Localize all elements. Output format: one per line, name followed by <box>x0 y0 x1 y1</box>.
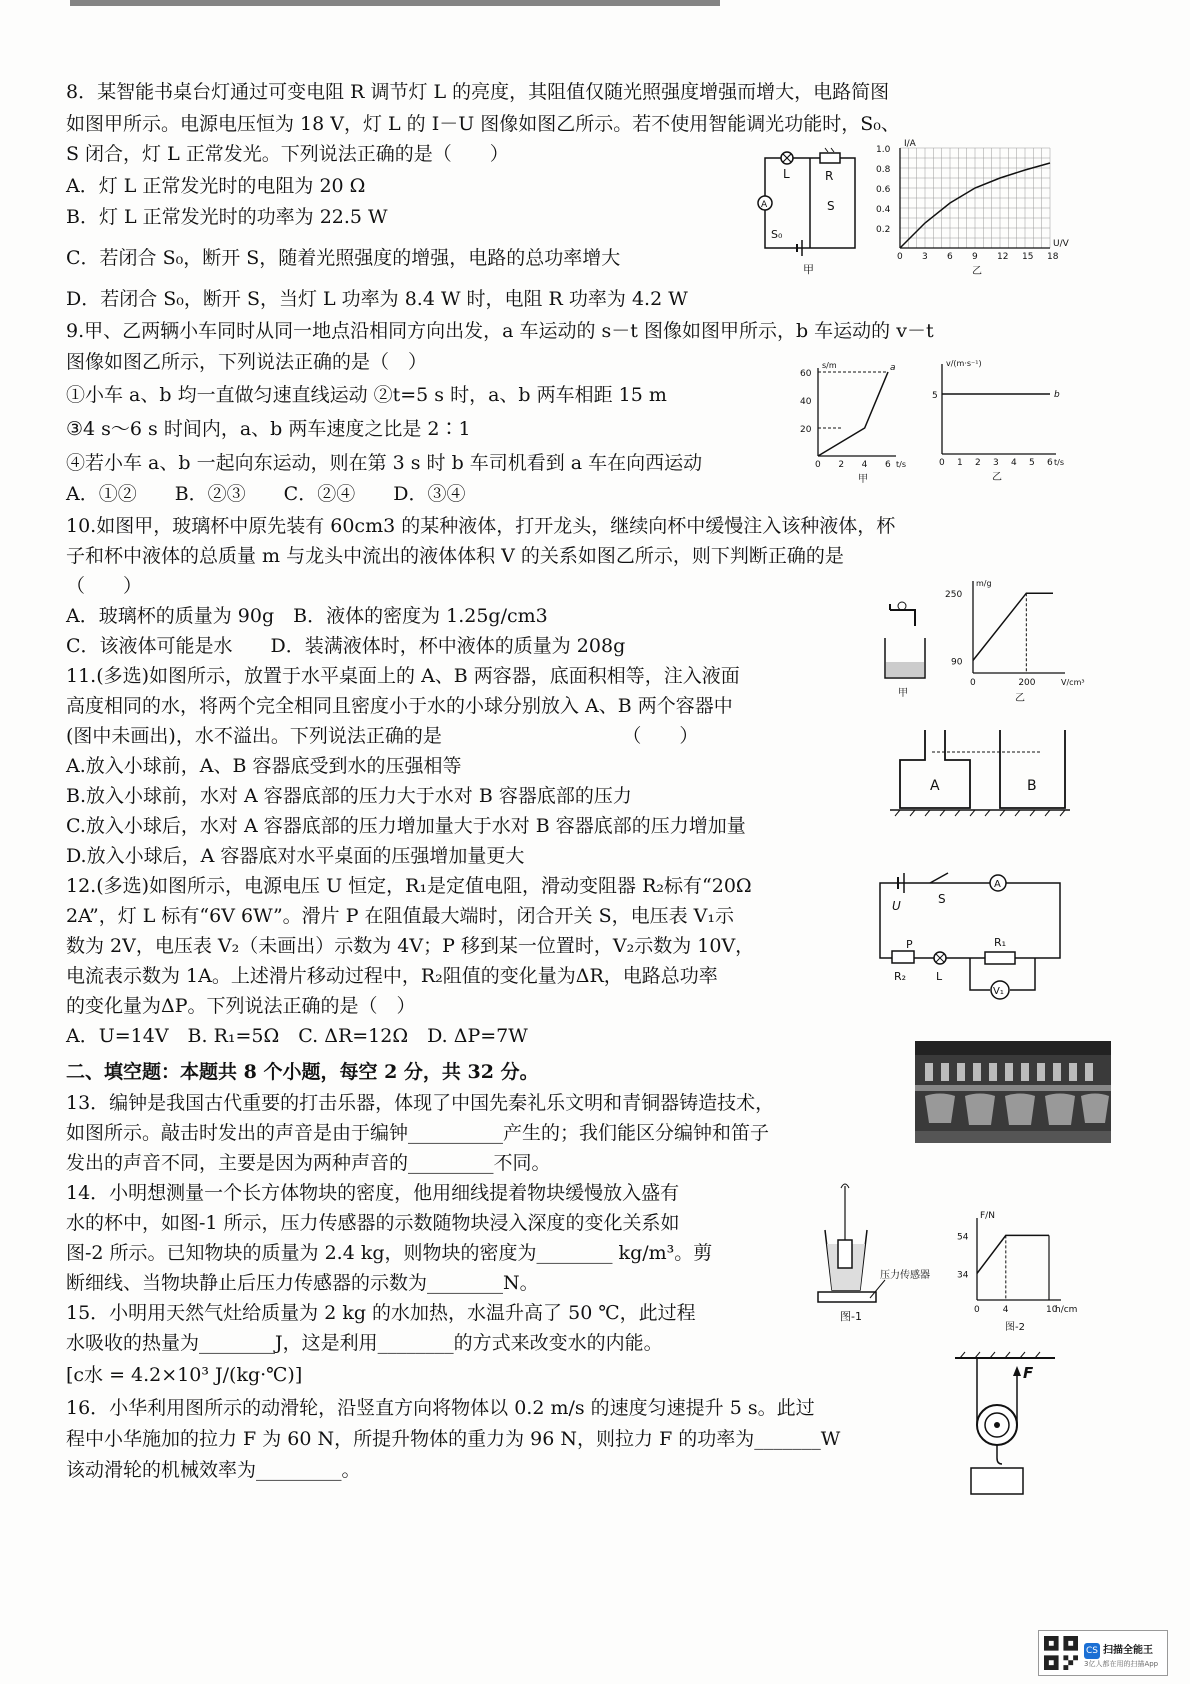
q14-xtick: 10 <box>1046 1305 1058 1315</box>
q12-v1-label: V₁ <box>993 986 1004 997</box>
q11-label-b: B <box>1027 778 1037 794</box>
q12-circuit <box>870 868 1070 1007</box>
q14-ylabel: F/N <box>980 1211 995 1221</box>
q9a-ytick: 60 <box>800 369 812 379</box>
q8-iu-graph <box>870 138 1070 282</box>
q8-ylabel: I/A <box>904 139 916 149</box>
qr-code-icon <box>1044 1636 1078 1670</box>
text-line: 如图所示。敲击时发出的声音是由于编钟__________产生的；我们能区分编钟和笛子 <box>66 1122 770 1144</box>
text-line: (图中未画出)，水不溢出。下列说法正确的是 （ ） <box>66 725 699 747</box>
q8-xtick: 12 <box>997 252 1009 262</box>
q10-tap-caption: 甲 <box>898 688 908 699</box>
text-line: 10.如图甲，玻璃杯中原先装有 60cm3 的某种液体，打开龙头，继续向杯中缓慢注入该种液体，杯 <box>66 515 896 537</box>
q8-xtick: 18 <box>1047 252 1059 262</box>
text-line: 发出的声音不同，主要是因为两种声音的_________不同。 <box>66 1152 551 1174</box>
text-line: C．该液体可能是水 D．装满液体时，杯中液体的质量为 208g <box>66 635 626 657</box>
text-line: 16．小华利用图所示的动滑轮，沿竖直方向将物体以 0.2 m/s 的速度匀速提升 5 s。此过 <box>66 1397 815 1419</box>
q10-line <box>973 593 1053 660</box>
q9a-ytick: 40 <box>800 397 812 407</box>
q9-vt-graph <box>930 356 1070 490</box>
text-line: A．U=14V B. R₁=5Ω C. ΔR=12Ω D. ΔP=7W <box>66 1025 528 1047</box>
q9a-xtick: 6 <box>885 460 891 470</box>
q12-r2-label: R₂ <box>894 970 907 983</box>
q16-pulley <box>955 1350 1065 1504</box>
q9b-xlabel: t/s <box>1054 458 1064 467</box>
q8-switch-label: S <box>827 199 835 213</box>
text-line: 数为 2V，电压表 V₂（未画出）示数为 4V；P 移到某一位置时，V₂示数为 10V， <box>66 935 755 957</box>
text-line: 11.(多选)如图所示，放置于水平桌面上的 A、B 两容器，底面积相等，注入液面 <box>66 665 740 687</box>
q8-xtick: 3 <box>922 252 928 262</box>
text-line: 高度相同的水，将两个完全相同且密度小于水的小球分别放入 A、B 两个容器中 <box>66 695 733 717</box>
q10-xtick: 0 <box>970 678 976 688</box>
q9a-xtick: 2 <box>838 460 845 470</box>
q14-fig2-graph <box>955 1210 1085 1339</box>
q14-ytick: 54 <box>957 1232 969 1243</box>
q9a-xtick: 0 <box>815 460 821 470</box>
text-line: 14．小明想测量一个长方体物块的密度，他用细线提着物块缓慢放入盛有 <box>66 1182 680 1204</box>
brand-name: 扫描全能王 <box>1103 1644 1153 1656</box>
q10-caption: 乙 <box>1015 693 1025 704</box>
q12-r1-label: R₁ <box>994 936 1007 949</box>
q12-u-label: U <box>892 899 901 913</box>
text-line: D．若闭合 S₀，断开 S，当灯 L 功率为 8.4 W 时，电阻 R 功率为 4.2 W <box>66 288 688 310</box>
text-line: 子和杯中液体的总质量 m 与龙头中流出的液体体积 V 的关系如图乙所示，则下判断正确的是 <box>66 545 844 567</box>
q8-xtick: 0 <box>897 252 903 262</box>
q11-containers <box>890 720 1070 824</box>
text-line: B.放入小球前，水对 A 容器底部的压力大于水对 B 容器底部的压力 <box>66 785 632 807</box>
q14-xlabel: h/cm <box>1055 1305 1078 1315</box>
q9b-xtick: 6 <box>1047 458 1053 468</box>
q12-s-label: S <box>938 892 946 906</box>
text-line: 程中小华施加的拉力 F 为 60 N，所提升物体的重力为 96 N，则拉力 F 的功率为_______W <box>66 1428 841 1450</box>
q9a-caption: 甲 <box>858 474 868 485</box>
q14-ytick: 34 <box>957 1270 969 1281</box>
text-line: A.放入小球前，A、B 容器底受到水的压强相等 <box>66 755 462 777</box>
q10-ytick: 90 <box>951 657 963 668</box>
q9b-xtick: 5 <box>1029 458 1035 468</box>
bianzhong-photo <box>915 1041 1111 1143</box>
text-line: 水的杯中，如图-1 所示，压力传感器的示数随物块浸入深度的变化关系如 <box>66 1212 680 1234</box>
q8-circuit-figure <box>755 148 865 282</box>
q8-ammeter-label: A <box>761 200 768 210</box>
q10-xtick: 200 <box>1018 678 1036 688</box>
cs-logo-icon: CS <box>1084 1643 1100 1659</box>
text-line: [c水 = 4.2×10³ J/(kg·℃)] <box>66 1364 303 1386</box>
q9a-curve-label: a <box>890 363 896 373</box>
q14-line <box>977 1235 1049 1273</box>
q9a-ylabel: s/m <box>822 361 837 370</box>
text-line: D.放入小球后，A 容器底对水平桌面的压强增加量更大 <box>66 845 525 867</box>
text-line: 13．编钟是我国古代重要的打击乐器，体现了中国先秦礼乐文明和青铜器铸造技术， <box>66 1092 775 1114</box>
q14-xtick: 4 <box>1002 1305 1009 1315</box>
text-line: ④若小车 a、b 一起向东运动，则在第 3 s 时 b 车司机看到 a 车在向西运动 <box>66 452 703 474</box>
q9b-xtick: 2 <box>975 458 981 468</box>
q8-xtick: 15 <box>1022 252 1034 262</box>
q9-st-graph <box>800 358 910 492</box>
top-edge <box>70 0 720 6</box>
q8-lamp-label: L <box>783 167 790 181</box>
q8-graph-caption: 乙 <box>972 266 982 277</box>
text-line: C．若闭合 S₀，断开 S，随着光照强度的增强，电路的总功率增大 <box>66 247 621 269</box>
q14-fig1 <box>810 1180 940 1329</box>
q8-ytick: 0.6 <box>876 185 891 195</box>
q11-label-a: A <box>930 778 940 794</box>
q14-sensor-label: 压力传感器 <box>880 1270 930 1281</box>
q10-tap-figure <box>880 598 940 702</box>
text-line: 15．小明用天然气灶给质量为 2 kg 的水加热，水温升高了 50 ℃，此过程 <box>66 1302 696 1324</box>
q9b-ytick: 5 <box>932 391 938 401</box>
text-line: 2A”，灯 L 标有“6V 6W”。滑片 P 在阻值最大端时，闭合开关 S，电压表 V₁示 <box>66 905 734 927</box>
q16-force-label: F <box>1023 1364 1034 1382</box>
q9b-xtick: 3 <box>993 458 999 468</box>
text-line: 电流表示数为 1A。上述滑片移动过程中，R₂阻值的变化量为ΔR，电路总功率 <box>66 965 718 987</box>
scanner-watermark <box>1038 1630 1168 1676</box>
text-line: ①小车 a、b 均一直做匀速直线运动 ②t=5 s 时，a、b 两车相距 15 m <box>66 384 667 406</box>
q8-circuit-caption: 甲 <box>803 263 814 276</box>
text-line: B．灯 L 正常发光时的功率为 22.5 W <box>66 206 388 228</box>
text-line: A．灯 L 正常发光时的电阻为 20 Ω <box>66 175 366 197</box>
q10-ytick: 250 <box>945 590 963 601</box>
q8-switch0-label: S₀ <box>771 228 783 241</box>
text-line: 该动滑轮的机械效率为_________。 <box>66 1459 361 1481</box>
q9a-xtick: 4 <box>861 460 868 470</box>
text-line: 如图甲所示。电源电压恒为 18 V，灯 L 的 I－U 图像如图乙所示。若不使用智能调光功能时，S₀、 <box>66 113 900 135</box>
text-line: C.放入小球后，水对 A 容器底部的压力增加量大于水对 B 容器底部的压力增加量 <box>66 815 746 837</box>
q9a-ytick: 20 <box>800 425 812 435</box>
q12-p-label: P <box>906 938 913 951</box>
q10-ylabel: m/g <box>976 579 992 588</box>
text-line: A．①② B．②③ C．②④ D．③④ <box>66 483 466 505</box>
q8-ytick: 1.0 <box>876 145 891 155</box>
q8-xlabel: U/V <box>1053 239 1069 249</box>
text-line: A．玻璃杯的质量为 90g B．液体的密度为 1.25g/cm3 <box>66 605 548 627</box>
text-line: 8．某智能书桌台灯通过可变电阻 R 调节灯 L 的亮度，其阻值仅随光照强度增强而增大，电路简图 <box>66 81 890 103</box>
text-line: ③4 s～6 s 时间内，a、b 两车速度之比是 2∶1 <box>66 418 471 440</box>
text-line: 图像如图乙所示，下列说法正确的是（ ） <box>66 351 428 373</box>
q9b-xtick: 4 <box>1011 458 1017 468</box>
text-line: 断细线、当物块静止后压力传感器的示数为________N。 <box>66 1272 539 1294</box>
q8-xtick: 9 <box>972 252 978 262</box>
q10-mv-graph <box>945 578 1085 707</box>
q9b-xtick: 0 <box>939 458 945 468</box>
q12-ammeter-label: A <box>994 879 1001 890</box>
q8-ytick: 0.2 <box>876 225 891 235</box>
text-line: 12.(多选)如图所示，电源电压 U 恒定，R₁是定值电阻，滑动变阻器 R₂标有“20Ω <box>66 875 752 897</box>
q12-lamp-label: L <box>936 970 943 983</box>
q9a-line <box>818 372 888 456</box>
brand-slogan: 3亿人都在用的扫描App <box>1084 1659 1159 1668</box>
q9a-xlabel: t/s <box>896 460 906 469</box>
q8-resistor-label: R <box>825 169 834 183</box>
text-line: 二、填空题：本题共 8 个小题，每空 2 分，共 32 分。 <box>66 1061 539 1083</box>
q9b-xtick: 1 <box>957 458 963 468</box>
q8-ytick: 0.8 <box>876 165 891 175</box>
q8-ytick: 0.4 <box>876 205 891 215</box>
q10-xlabel: V/cm³ <box>1061 678 1085 687</box>
q14-xtick: 0 <box>974 1305 980 1315</box>
q9b-line-label: b <box>1054 390 1060 400</box>
text-line: 水吸收的热量为________J，这是利用________的方式来改变水的内能。 <box>66 1332 663 1354</box>
q14-fig1-caption: 图-1 <box>840 1310 862 1323</box>
text-line: 9.甲、乙两辆小车同时从同一地点沿相同方向出发，a 车运动的 s－t 图像如图甲所示，b 车运动的 v－t <box>66 320 934 342</box>
text-line: 图-2 所示。已知物块的质量为 2.4 kg，则物块的密度为________ kg/m³。剪 <box>66 1242 713 1264</box>
q9b-caption: 乙 <box>992 472 1002 483</box>
text-line: S 闭合，灯 L 正常发光。下列说法正确的是（ ） <box>66 143 509 165</box>
q14-fig2-caption: 图-2 <box>1005 1322 1025 1333</box>
q8-xtick: 6 <box>947 252 953 262</box>
text-line: （ ） <box>66 575 143 597</box>
q9b-ylabel: v/(m·s⁻¹) <box>946 359 982 368</box>
text-line: 的变化量为ΔP。下列说法正确的是（ ） <box>66 995 416 1017</box>
